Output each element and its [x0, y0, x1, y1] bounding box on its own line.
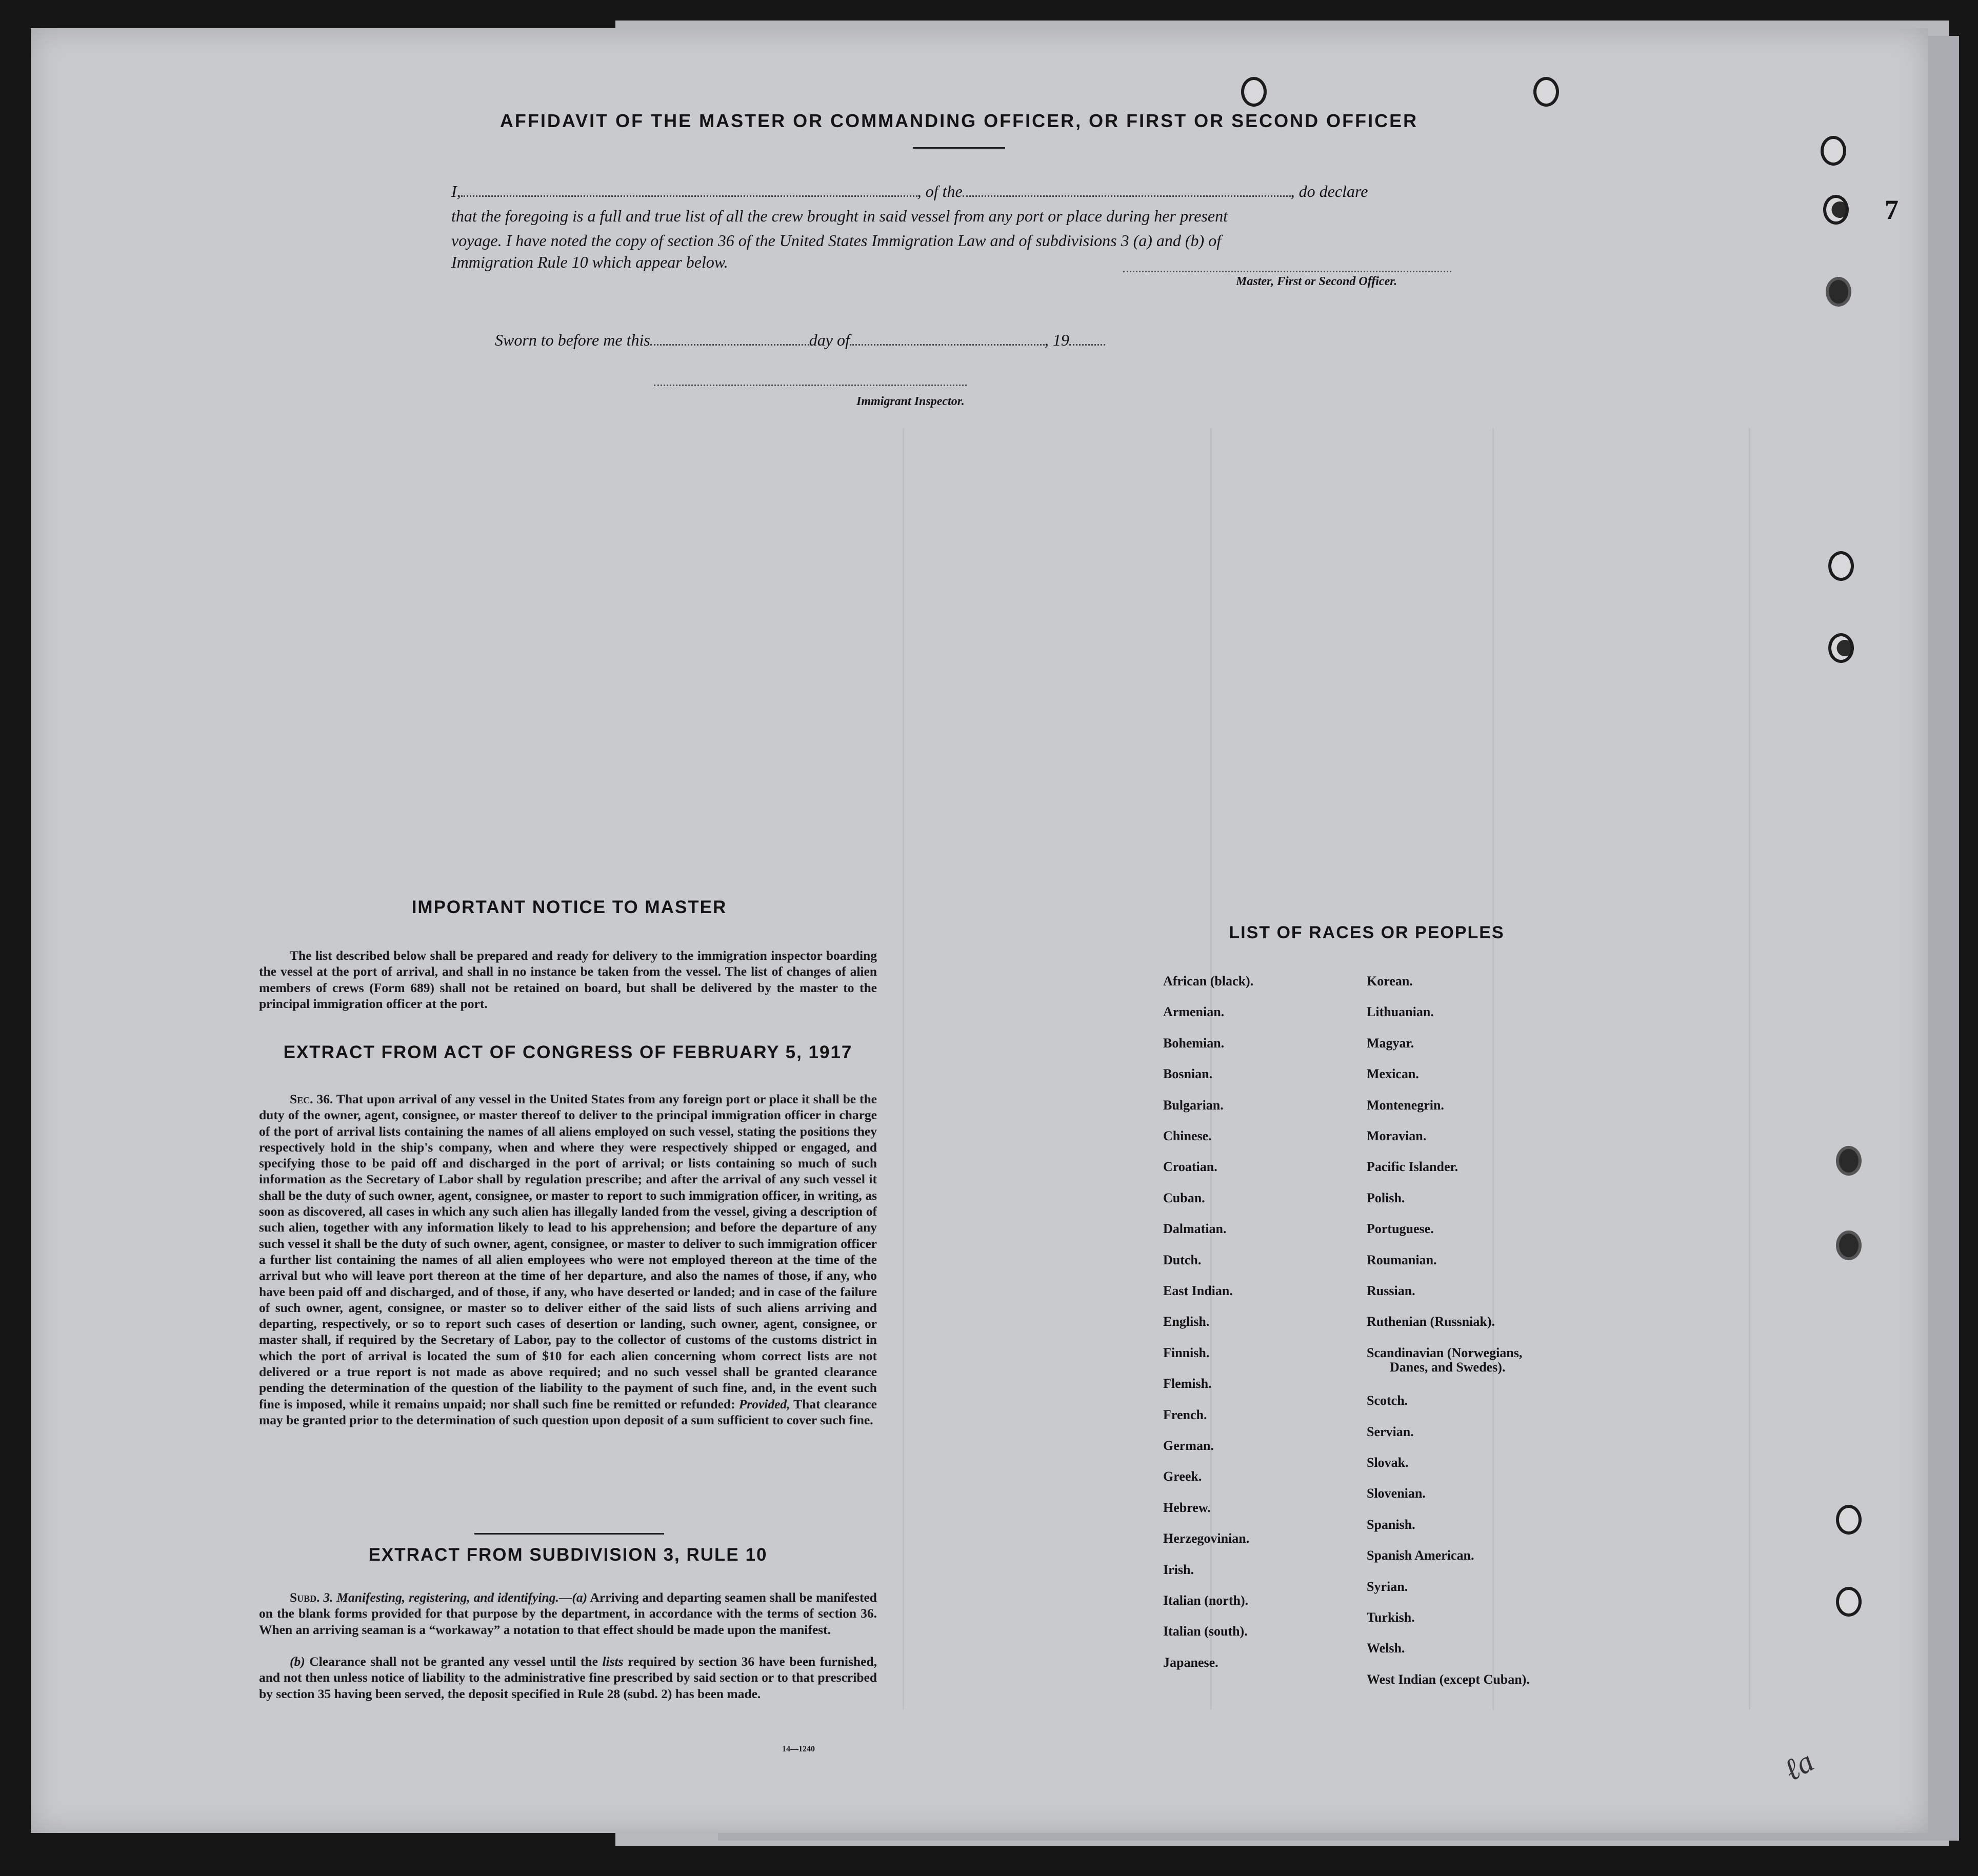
rule-b-text [259, 1653, 877, 1702]
race-item: Magyar. [1367, 1035, 1414, 1051]
race-item: German. [1163, 1438, 1214, 1453]
race-item: African (black). [1163, 974, 1254, 989]
bleed-through-line [1492, 428, 1494, 1710]
page-number: 7 [1885, 194, 1899, 225]
affidavit-line-2: that the foregoing is a full and true list of all the crew brought in said vessel from any port or place during her present [451, 207, 1228, 225]
sworn-day-of: day of [809, 331, 850, 349]
affidavit-i: I, [451, 182, 461, 200]
divider [474, 1533, 664, 1535]
race-item: Herzegovinian. [1163, 1531, 1250, 1546]
bleed-through-line [903, 428, 904, 1710]
race-item: Armenian. [1163, 1004, 1225, 1020]
inspector-signature-line[interactable] [654, 385, 967, 386]
race-item: Dutch. [1163, 1252, 1202, 1267]
punch-hole [1836, 1587, 1862, 1617]
signature-line[interactable] [1123, 271, 1451, 272]
rule-title: EXTRACT FROM SUBDIVISION 3, RULE 10 [368, 1545, 768, 1565]
name-blank[interactable] [461, 183, 917, 197]
race-item: Welsh. [1367, 1641, 1405, 1656]
race-item: Turkish. [1367, 1610, 1415, 1625]
race-item: Portuguese. [1367, 1221, 1434, 1237]
bleed-through-line [1749, 428, 1750, 1710]
race-item: Cuban. [1163, 1190, 1205, 1205]
race-item: Polish. [1367, 1190, 1405, 1205]
race-item: Spanish. [1367, 1517, 1415, 1532]
race-item: Ruthenian (Russniak). [1367, 1314, 1495, 1329]
punch-hole [1826, 277, 1851, 307]
punch-hole [1836, 1231, 1862, 1260]
signature-caption: Master, First or Second Officer. [1236, 275, 1397, 288]
act-text [259, 1091, 877, 1428]
act-body-end: That clearance may be granted prior to the determination of such question upon deposit of a sum sufficient to cover such fine. [259, 1396, 877, 1427]
race-item: Mexican. [1367, 1066, 1419, 1082]
subd-label: Subd. [290, 1590, 320, 1605]
affidavit-title: AFFIDAVIT OF THE MASTER OR COMMANDING OFFICER, OR FIRST OR SECOND OFFICER [500, 110, 1418, 131]
subd-heading: 3. Manifesting, registering, and identifying. [323, 1590, 559, 1605]
inspector-caption: Immigrant Inspector. [856, 395, 965, 408]
act-body: 36. That upon arrival of any vessel in the United States from any foreign port or place it shall be the duty of the owner, agent, consignee, or master thereof to deliver to the principal immigration officer in charge of the port of arrival lists containing the names of all aliens employed on such vessel, stating the positions they respectively hold in the ship's company, when and where they were respectively shipped or engaged, and specifying those to be paid off and discharged in the port of arrival; or lists containing so much of such information as the Secretary of Labor shall by regulation prescribe; and after the arrival of any such vessel it shall be the duty of such owner, agent, consignee, or master to report to such immigration officer, in writing, as soon as discovered, all cases in which any such alien has illegally landed from the vessel, giving a description of such alien, together with any information likely to lead to his apprehension; and before the departure of any such vessel it shall be the duty of such owner, agent, consignee, or master to deliver to such immigration officer a further list containing the names of all alien employees who were not employed thereon at the time of the arrival but who will leave port thereon at the time of her departure, and also the names of those, if any, who have been paid off and discharged, and of those, if any, who have deserted or landed; and in case of the failure of such owner, agent, consignee, or master so to deliver either of the said lists of such aliens arriving and departing, respectively, or so to report such cases of desertion or landing, such owner, agent, consignee, or master shall, if required by the Secretary of Labor, pay to the collector of customs of the customs district in which the port of arrival is located the sum of $10 for each alien concerning whom correct lists are not delivered or a true report is not made as above required; and no such vessel shall be granted clearance pending the determination of the question of the liability to the payment of such fine, and, in the event such fine is imposed, while it remains unpaid; nor shall such fine be remitted or refunded: [259, 1092, 877, 1411]
b-label: (b) [290, 1654, 305, 1669]
a-label: (a) [572, 1590, 588, 1605]
races-title: LIST OF RACES OR PEOPLES [1229, 923, 1505, 942]
race-item: Bulgarian. [1163, 1097, 1224, 1113]
affidavit-declare: , do declare [1290, 182, 1368, 200]
act-title: EXTRACT FROM ACT OF CONGRESS OF FEBRUARY 5, 1917 [283, 1042, 853, 1062]
punch-hole [1823, 195, 1849, 225]
race-item: Italian (south). [1163, 1624, 1248, 1639]
race-item: Irish. [1163, 1562, 1194, 1577]
race-item: Lithuanian. [1367, 1004, 1434, 1020]
race-item: French. [1163, 1407, 1207, 1422]
race-item: Bosnian. [1163, 1066, 1213, 1082]
sworn-line [495, 331, 1105, 350]
race-item: Roumanian. [1367, 1252, 1437, 1267]
race-item: Flemish. [1163, 1376, 1212, 1391]
race-item: Italian (north). [1163, 1593, 1249, 1608]
race-item: Spanish American. [1367, 1548, 1474, 1563]
rule-a-text: Subd. 3. Manifesting, registering, and identifying.—(a) Arriving and departing seamen shall be manifested on the blank forms provided for that purpose by the department, in accordance with the terms of section 36. When an arriving seaman is a “workaway” a notation to that effect should be made upon the manifest. [259, 1590, 877, 1637]
b-lists: lists [602, 1654, 624, 1669]
race-item: Croatian. [1163, 1159, 1217, 1175]
race-item: Bohemian. [1163, 1035, 1225, 1051]
month-blank[interactable] [850, 332, 1045, 346]
race-item: Japanese. [1163, 1655, 1218, 1670]
race-item: East Indian. [1163, 1283, 1233, 1298]
affidavit-line-4: Immigration Rule 10 which appear below. [451, 253, 728, 271]
vessel-blank[interactable] [963, 183, 1291, 197]
race-item: Scotch. [1367, 1393, 1408, 1408]
race-item: Syrian. [1367, 1579, 1408, 1594]
affidavit-of-the: , of the [917, 182, 963, 200]
b-text-1: Clearance shall not be granted any vessel until the [309, 1654, 598, 1669]
punch-hole [1821, 136, 1846, 166]
sworn-year: , 19 [1044, 331, 1069, 349]
affidavit-line-3: voyage. I have noted the copy of section 36 of the United States Immigration Law and of subdivisions 3 (a) and (b) of [451, 231, 1222, 250]
punch-hole [1828, 633, 1854, 663]
form-number: 14—1240 [782, 1745, 815, 1753]
race-item: Slovak. [1367, 1455, 1409, 1470]
year-blank[interactable] [1069, 332, 1105, 346]
punch-hole [1533, 77, 1559, 107]
punch-hole [1241, 77, 1267, 107]
notice-text: The list described below shall be prepared and ready for delivery to the immigration inspector boarding the vessel at the port of arrival, and shall in no instance be taken from the vessel. The list of changes of alien members of crews (Form 689) shall not be retained on board, but shall be delivered by the master to the principal immigration officer at the port. [259, 948, 877, 1011]
a-text: Arriving and departing seamen shall be manifested on the blank forms provided for that purpose by the department, in accordance with the terms of section 36. When an arriving seaman is a “workaway” a notation to that effect should be made upon the manifest. [259, 1590, 877, 1637]
act-provided: Provided, [738, 1396, 790, 1411]
race-item: Scandinavian (Norwegians, [1367, 1345, 1523, 1360]
race-item: Chinese. [1163, 1128, 1212, 1143]
notice-title: IMPORTANT NOTICE TO MASTER [411, 897, 727, 917]
punch-hole [1828, 551, 1854, 581]
race-item: Dalmatian. [1163, 1221, 1227, 1237]
race-item: Montenegrin. [1367, 1097, 1444, 1113]
sec-label: Sec. [290, 1092, 313, 1106]
divider [913, 147, 1005, 149]
race-item: Slovenian. [1367, 1486, 1426, 1501]
race-item: English. [1163, 1314, 1210, 1329]
race-item: Servian. [1367, 1424, 1414, 1439]
sworn-prefix: Sworn to before me this [495, 331, 650, 349]
affidavit-line-1 [451, 182, 1368, 201]
b-text-2: required by section 36 have been furnished, and not then unless notice of liability to the administrative fine prescribed by said section or to that prescribed by section 35 having been served, the deposit specified in Rule 28 (subd. 2) has been made. [259, 1654, 877, 1701]
race-item: Greek. [1163, 1469, 1202, 1484]
punch-hole [1836, 1505, 1862, 1535]
race-item: Pacific Islander. [1367, 1159, 1458, 1175]
race-item: Korean. [1367, 974, 1413, 989]
day-blank[interactable] [650, 332, 809, 346]
race-item: Moravian. [1367, 1128, 1427, 1143]
race-item: Hebrew. [1163, 1500, 1211, 1515]
punch-hole [1836, 1146, 1862, 1176]
race-item: Danes, and Swedes). [1390, 1359, 1506, 1375]
race-item: Russian. [1367, 1283, 1415, 1298]
handwritten-mark: ℓa [1777, 1744, 1820, 1788]
race-item: West Indian (except Cuban). [1367, 1671, 1530, 1687]
race-item: Finnish. [1163, 1345, 1210, 1360]
